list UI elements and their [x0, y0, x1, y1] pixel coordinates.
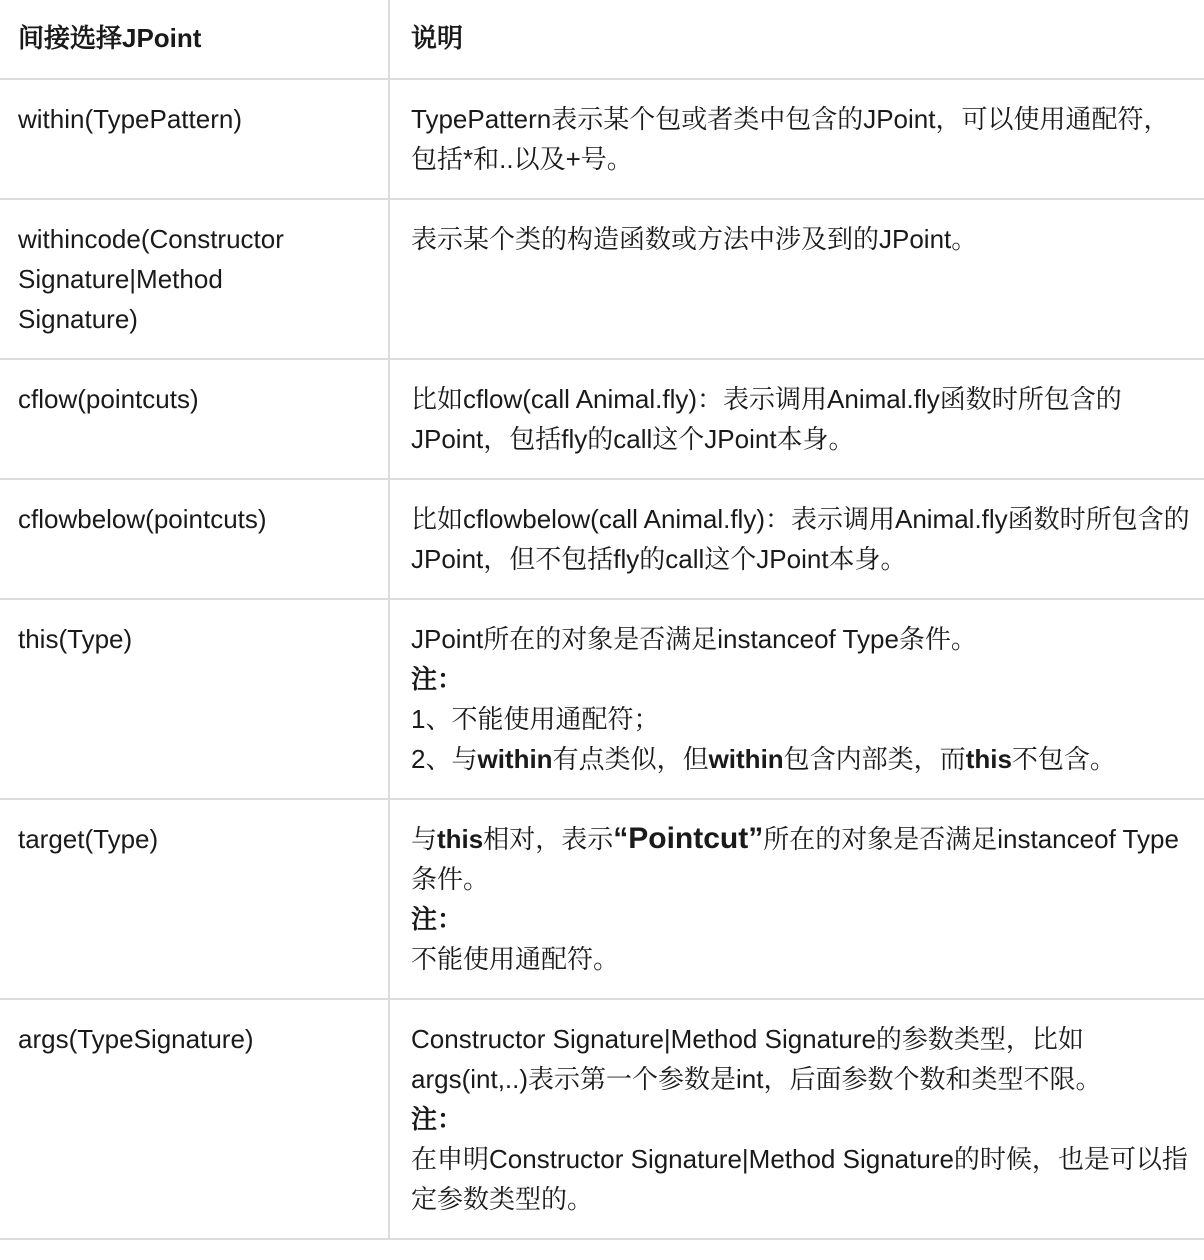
text-run: 不包含。 — [1011, 744, 1116, 774]
header-jpoint: 间接选择JPoint — [0, 0, 389, 79]
description-line: 不能使用通配符。 — [411, 944, 620, 974]
pointcut-name: this(Type) — [0, 599, 389, 799]
pointcut-name — [0, 199, 389, 359]
description-line: 在申明Constructor Signature|Method Signature的时候，也是可以指定参数类型的。 — [411, 1144, 1188, 1214]
table-row — [0, 479, 1204, 599]
pointcut-description — [389, 999, 1204, 1239]
description-line — [411, 739, 1190, 779]
table-row — [0, 799, 1204, 999]
text-run: 有点类似，但 — [552, 744, 709, 774]
text-run: 2、与 — [411, 744, 478, 774]
table-row — [0, 999, 1204, 1239]
description-line: JPoint所在的对象是否满足instanceof Type条件。 — [411, 624, 977, 654]
header-description: 说明 — [389, 0, 1204, 79]
pointcut-name: target(Type) — [0, 799, 389, 999]
description-line — [411, 819, 1190, 899]
note-label: 注： — [411, 664, 464, 694]
pointcut-name: args(TypeSignature) — [0, 999, 389, 1239]
pointcut-name: cflowbelow(pointcuts) — [0, 479, 389, 599]
table-row — [0, 79, 1204, 199]
name-line: Signature|Method — [18, 264, 223, 294]
pointcut-description: 比如cflow(call Animal.fly)：表示调用Animal.fly函数时所包含的JPoint，包括fly的call这个JPoint本身。 — [389, 359, 1204, 479]
table-row — [0, 599, 1204, 799]
table-row — [0, 199, 1204, 359]
keyword-this: this — [965, 744, 1012, 774]
keyword-pointcut: “Pointcut” — [613, 822, 764, 855]
pointcut-description: TypePattern表示某个包或者类中包含的JPoint，可以使用通配符，包括*和..以及+号。 — [389, 79, 1204, 199]
text-run: 相对，表示 — [483, 824, 614, 854]
keyword-this: this — [437, 824, 484, 854]
pointcut-description: 表示某个类的构造函数或方法中涉及到的JPoint。 — [389, 199, 1204, 359]
description-line: 1、不能使用通配符； — [411, 704, 660, 734]
name-line: Signature) — [18, 304, 138, 334]
text-run: 与 — [411, 824, 438, 854]
name-line: withincode(Constructor — [18, 224, 284, 254]
keyword-within: within — [708, 744, 784, 774]
pointcut-description — [389, 599, 1204, 799]
table-header-row — [0, 0, 1204, 79]
description-line: Constructor Signature|Method Signature的参数类型，比如args(int,..)表示第一个参数是int，后面参数个数和类型不限。 — [411, 1024, 1102, 1094]
pointcut-name: cflow(pointcuts) — [0, 359, 389, 479]
note-label: 注： — [411, 904, 464, 934]
pointcut-description — [389, 799, 1204, 999]
text-run: 包含内部类，而 — [783, 744, 966, 774]
note-label: 注： — [411, 1104, 464, 1134]
table-row — [0, 359, 1204, 479]
keyword-within: within — [477, 744, 553, 774]
pointcut-name: within(TypePattern) — [0, 79, 389, 199]
text-run: 所在的对象是否满足instanceof Type条件。 — [411, 824, 1179, 894]
pointcut-description: 比如cflowbelow(call Animal.fly)：表示调用Animal.fly函数时所包含的JPoint，但不包括fly的call这个JPoint本身。 — [389, 479, 1204, 599]
